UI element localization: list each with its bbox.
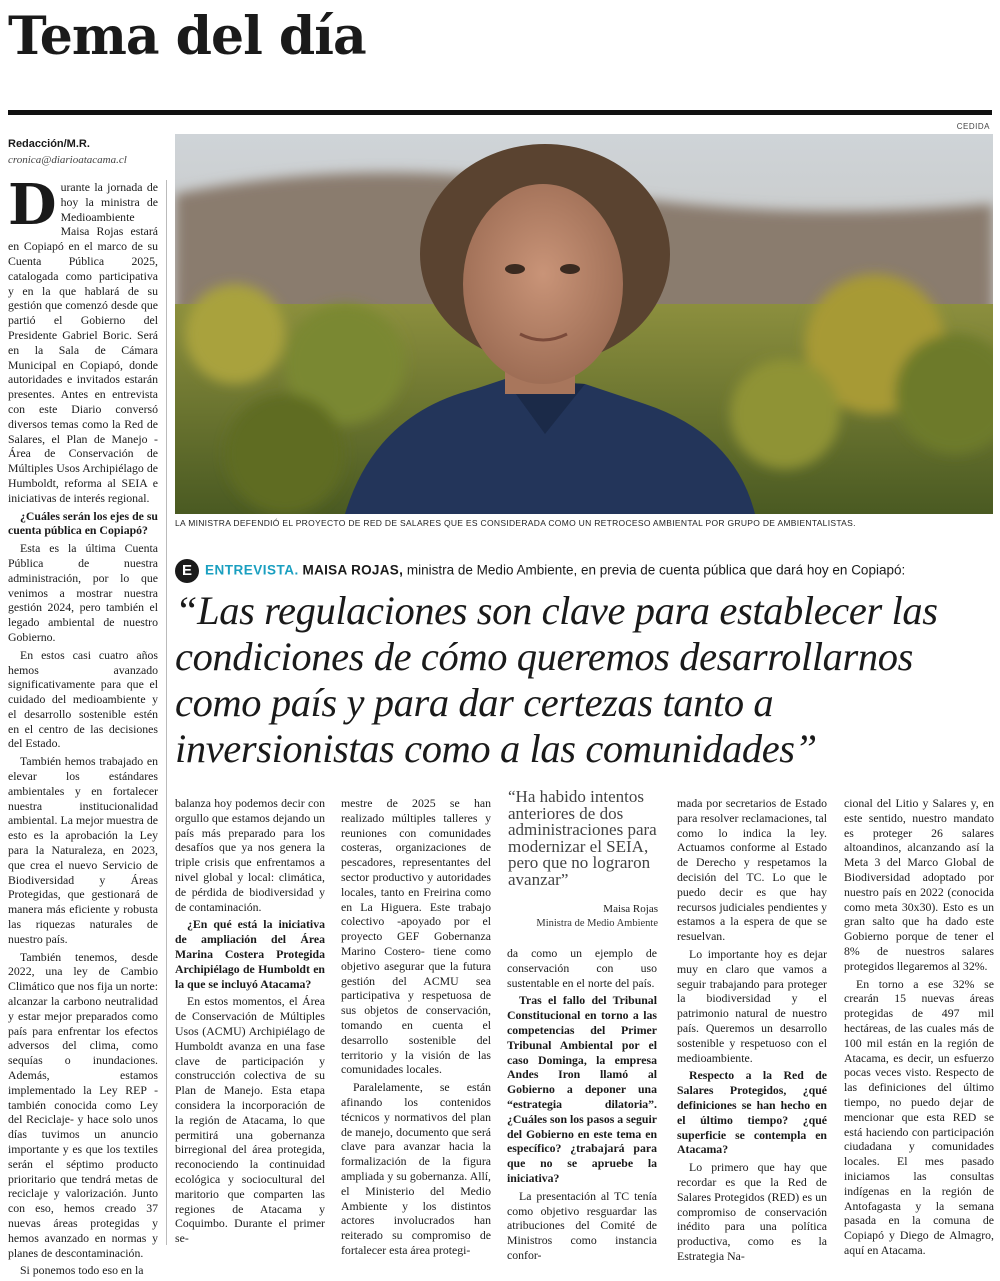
question: ¿En qué está la iniciativa de ampliación del Área Marina Costera Protegida Archipiélago de Humboldt en la que se incluyó Atacama? (175, 917, 325, 991)
paragraph: También hemos trabajado en elevar los estándares ambientales y en fortalecer nuestra institucionalidad ambiental. La mejor muestra de esto es la aprobación la Ley para la Naturaleza, en 2023, que crea el nuevo Servicio de Biodiversidad y Áreas Protegidas, que gestionará de manera más eficiente y robusta las riquezas naturales de nuestro país. (8, 754, 158, 946)
column-2 (175, 796, 325, 1249)
header-rule (8, 110, 992, 115)
byline: Redacción/M.R. (8, 138, 90, 150)
column-5 (677, 796, 827, 1267)
paragraph: En estos momentos, el Área de Conservación de Múltiples Usos (ACMU) Archipiélago de Humboldt avanza en una fase clave de participación y construcción colectiva de su Plan de Manejo. Esta etapa considera la incorporación de la región de Atacama, lo que permitirá una gobernanza birregional del área protegida, reconociendo la continuidad ecológica y sociocultural del maritorio que comparten las regiones de Atacama y Coquimbo. Durante el primer se- (175, 994, 325, 1246)
photo-credit: CEDIDA (956, 122, 990, 131)
question: Respecto a la Red de Salares Protegidos, ¿qué definiciones se han hecho en el último tiempo? ¿qué superficie se contempla en Atacama? (677, 1068, 827, 1157)
paragraph: La presentación al TC tenía como objetivo resguardar las atribuciones del Comité de Ministros como instancia confor- (507, 1188, 657, 1262)
column-3 (341, 796, 491, 1261)
paragraph: En estos casi cuatro años hemos avanzado significativamente para que el cuidado del medioambiente y el desarrollo sostenible estén en el centro de las decisiones del Estado. (8, 647, 158, 751)
paragraph: Paralelamente, se están afinando los contenidos técnicos y normativos del plan de manejo, documento que será clave para avanzar hacia la formalización de la figura ampliada y su gobernanza. Allí, el Ministerio del Medio Ambiente y los distintos actores involucrados han reiterado su compromiso de fortalecer esta área protegi- (341, 1080, 491, 1257)
pull-quote-role: Ministra de Medio Ambiente (536, 918, 658, 929)
kicker: ENTREVISTA. (205, 562, 299, 578)
photo-caption: LA MINISTRA DEFENDIÓ EL PROYECTO DE RED DE SALARES QUE ES CONSIDERADA COMO UN RETROCESO AMBIENTAL POR GRUPO DE AMBIENTALISTAS. (175, 518, 856, 528)
column-divider (166, 180, 167, 1245)
paragraph: Si ponemos todo eso en la (20, 1263, 144, 1278)
column-4 (507, 946, 657, 1266)
paragraph: En torno a ese 32% se crearán 15 nuevas áreas protegidas de 497 mil hectáreas, de las cuales más de 100 mil están en la región de Atacama, es decir, un esfuerzo pocas veces visto. Respecto de las definiciones del último tiempo, no puedo dejar de mencionar que esta RED se está haciendo con participación ciudadana y comunidades locales. El mes pasado iniciamos las consultas indígenas en la región de Antofagasta y la semana pasada en la comuna de Copiapó y Diego de Almagro, aquí en Atacama. (844, 976, 994, 1257)
headline: “Las regulaciones son clave para establecer las condiciones de cómo queremos desarrollarnos como país y para dar certezas tanto a inversionistas como a las comunidades” (175, 588, 938, 771)
intro-text: ministra de Medio Ambiente, en previa de cuenta pública que dará hoy en Copiapó: (403, 562, 906, 578)
paragraph: Esta es la última Cuenta Pública de nuestra administración, por lo que venimos a mostrar nuestra gestión 2024, pero también el legado ambiental de nuestro Gobierno. (8, 541, 158, 644)
paragraph: También tenemos, desde 2022, una ley de Cambio Climático que nos fija un norte: alcanzar la carbono neutralidad y estar mejor preparados como país para enfrentar los efectos adversos del clima, como sequías o inundaciones. Además, estamos implementado la Ley REP -también conocida como Ley del Reciclaje- y hace solo unos días tuvimos un anuncio importante y es que los textiles serán el séptimo producto prioritario que tendrá metas de reciclaje y valorización. Junto con eso, hemos creado 37 nuevas áreas protegidas y hemos avanzado en normas y planes de descontaminación. (8, 949, 158, 1260)
paragraph: mada por secretarios de Estado para resolver reclamaciones, tal como lo indica la ley. Actuamos conforme al Estado de Derecho y respetamos la decisión del TC. Lo que le puedo decir es que hay recursos judiciales pendientes y estamos a la espera de que se resuelvan. (677, 796, 827, 944)
paragraph: cional del Litio y Salares y, en este sentido, nuestro mandato es proteger 26 salares altoandinos, alcanzando así la Meta 3 del Marco Global de Biodiversidad adoptado por nuestro país en 2022 (conocida como meta 30x30). Esto es un gran salto que ha dado este Gobierno porque de tener el 8% de nuestros salares protegidos llegaremos al 32%. (844, 796, 994, 973)
paragraph: Lo primero que hay que recordar es que la Red de Salares Protegidos (RED) es un compromiso de conservación inédito para una política productiva, como es la Estrategia Na- (677, 1160, 827, 1263)
paragraph: da como un ejemplo de conservación con uso sustentable en el norte del país. (507, 946, 657, 990)
column-1 (8, 172, 158, 1281)
section-title: Tema del día (8, 6, 366, 67)
question: ¿Cuáles serán los ejes de su cuenta pública en Copiapó? (8, 508, 158, 538)
interviewee-name: MAISA ROJAS, (302, 562, 404, 578)
author-email[interactable]: cronica@diarioatacama.cl (8, 154, 127, 166)
interview-intro (175, 559, 995, 583)
pull-quote: “Ha habido intentos anteriores de dos administraciones para modernizar el SEIA, pero que no lograron avanzar” (508, 787, 657, 889)
lead-paragraph: Durante la jornada de hoy la ministra de Medioambiente Maisa Rojas estará en Copiapó en el marco de su Cuenta Pública 2025, catalogada como participativa y en la que hablará de su gestión que comenzó desde que partió el Gobierno del Presidente Gabriel Boric. Será en la Sala de Cámara Municipal en Copiapó, donde autoridades e invitados estarán presentes. Antes en entrevista con este Diario conversó diversos temas como la Red de Salares, el Plan de Manejo - Área de Conservación de Múltiples Usos Archipiélago de Humboldt, reforma al SEIA e iniciativas de interés regional. (8, 172, 158, 505)
paragraph: mestre de 2025 se han realizado múltiples talleres y reuniones con comunidades costeras, organizaciones de pescadores, representantes del sector productivo y autoridades locales, tanto en Freirina como en La Higuera. Este trabajo colectivo -apoyado por el proyecto GEF Gobernanza Marino Costero- tiene como objetivo asegurar que la futura gestión del ACMU sea participativa y respetuosa de sus objetos de conservación, tomando en cuenta el desarrollo sostenible del territorio y la visión de las comunidades locales. (341, 796, 491, 1077)
dropcap: D (8, 172, 57, 238)
paragraph: balanza hoy podemos decir con orgullo que estamos dejando un país más preparado para los desafíos que ya nos genera la triple crisis que enfrentamos a nivel global y local: climática, de pérdida de biodiversidad y de contaminación. (175, 796, 325, 914)
paragraph: Lo importante hoy es dejar muy en claro que vamos a seguir trabajando para proteger la biodiversidad y el patrimonio natural de nuestro país. Queremos un desarrollo sostenible y respetuoso con el medioambiente. (677, 946, 827, 1065)
portrait-photo (175, 134, 993, 514)
interview-badge: E (175, 559, 199, 583)
column-6 (844, 796, 994, 1261)
pull-quote-name: Maisa Rojas (603, 903, 658, 915)
question: Tras el fallo del Tribunal Constitucional en torno a las competencias del Primer Tribunal Ambiental por el caso Dominga, la empresa Andes Iron llamó al Gobierno a deponer una “estrategia dilatoria”. ¿Cuáles son los pasos a seguir del Gobierno en este tema en específico? ¿trabajará para que no se apruebe la iniciativa? (507, 993, 657, 1185)
